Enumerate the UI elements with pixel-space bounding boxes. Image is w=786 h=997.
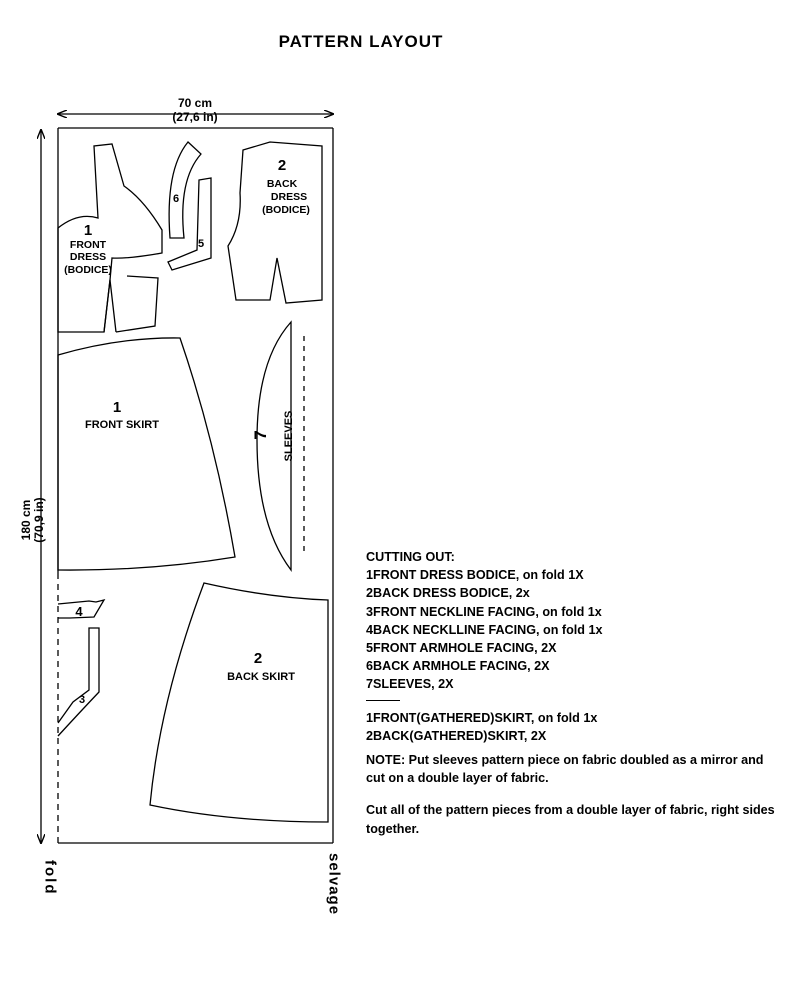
cutting-item: 5FRONT ARMHOLE FACING, 2X [366,641,557,656]
front-bodice-piece [58,144,162,332]
front-bodice-dart [104,280,116,332]
fold-label: fold [41,860,59,896]
back-bodice-number: 2 [277,157,287,174]
back-neckline-facing-number: 4 [75,604,83,619]
length-dimension-cm: 180 cm [19,499,33,541]
back-bodice-label-2: DRESS [270,191,308,203]
back-skirt-label: BACK SKIRT [227,671,295,683]
width-dimension-cm: 70 cm [177,96,213,110]
cutting-item: 4BACK NECKLLINE FACING, on fold 1x [366,622,603,637]
front-skirt-label: FRONT SKIRT [85,419,159,431]
front-bodice-label-1: FRONT [69,239,107,251]
sleeves-number: 7 [251,430,270,440]
front-armhole-facing-piece [168,178,211,270]
front-bodice-number: 1 [83,222,93,239]
back-bodice-label-1: BACK [266,178,298,190]
fabric-note: Cut all of the pattern pieces from a double layer of fabric, right sides together. [366,803,775,836]
front-neckline-facing-piece [58,628,99,736]
front-neckline-facing-number: 3 [78,694,86,706]
skirt-cutting-list [366,709,776,745]
front-skirt-number: 1 [112,399,122,416]
back-bodice-piece [228,142,322,303]
sleeves-label: SLEEVES [283,410,295,462]
back-armhole-facing-piece [169,142,201,238]
cutting-item: 7SLEEVES, 2X [366,677,454,692]
cutting-item: 2BACK(GATHERED)SKIRT, 2X [366,728,547,743]
length-dimension-in: (70,9 in) [32,497,46,543]
selvage-label: selvage [325,853,343,916]
page-title: PATTERN LAYOUT [278,32,444,51]
back-armhole-facing-number: 6 [172,193,180,205]
width-dimension-in: (27,6 in) [172,110,218,124]
cutting-divider [366,700,400,701]
front-skirt-piece [58,338,235,570]
cutting-item: 1FRONT DRESS BODICE, on fold 1X [366,568,584,583]
cutting-list [366,566,776,693]
back-skirt-piece [150,583,328,822]
front-bodice-label-2: DRESS [69,251,107,263]
front-armhole-facing-number: 5 [197,238,205,250]
front-bodice-waist [116,276,158,332]
back-skirt-number: 2 [253,650,263,667]
front-bodice-label-3: (BODICE) [64,264,112,276]
cutting-item: 3FRONT NECKLINE FACING, on fold 1x [366,604,602,619]
cutting-heading: CUTTING OUT: [366,550,455,564]
cutting-item: 2BACK DRESS BODICE, 2x [366,586,530,601]
back-bodice-label-3: (BODICE) [262,204,310,216]
cutting-item: 1FRONT(GATHERED)SKIRT, on fold 1x [366,710,598,725]
cutting-item: 6BACK ARMHOLE FACING, 2X [366,659,550,674]
cutting-instructions [366,548,776,838]
sleeves-note: NOTE: Put sleeves pattern piece on fabric doubled as a mirror and cut on a double layer of fabric. [366,753,764,786]
